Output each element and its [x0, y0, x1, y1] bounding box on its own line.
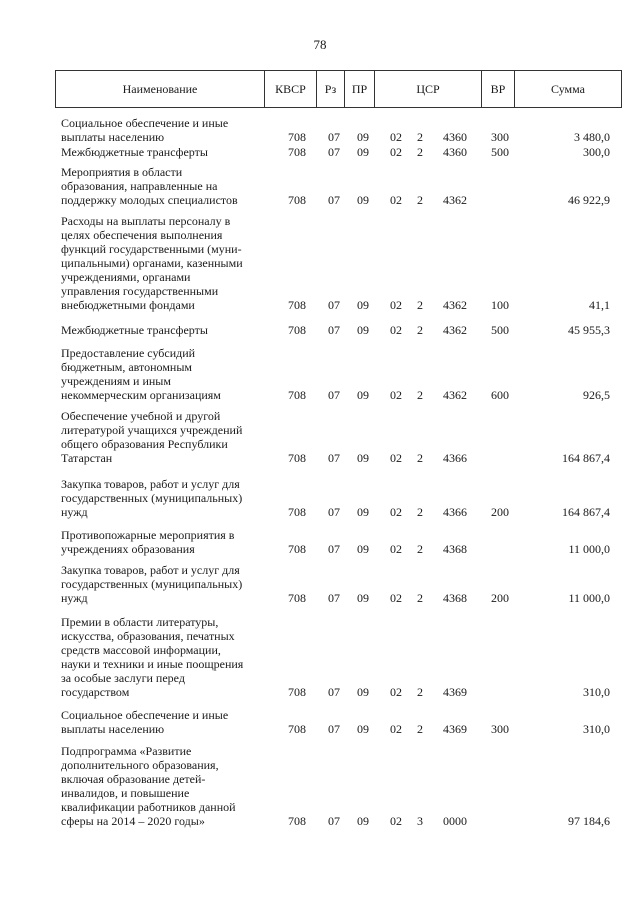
row-csr-program: 02 [390, 130, 402, 144]
row-kvsr: 708 [288, 685, 306, 699]
row-csr-program: 02 [390, 722, 402, 736]
row-name: Закупка товаров, работ и услуг для государственных (муниципальных) нужд [61, 477, 243, 519]
table-row [0, 323, 640, 337]
table-row [0, 615, 640, 699]
row-csr-program: 02 [390, 542, 402, 556]
row-sum: 11 000,0 [568, 591, 610, 605]
row-rz: 07 [328, 193, 340, 207]
table-row [0, 409, 640, 465]
row-csr-program: 02 [390, 814, 402, 828]
row-kvsr: 708 [288, 722, 306, 736]
row-csr-code: 4368 [443, 542, 467, 556]
row-csr-code: 0000 [443, 814, 467, 828]
row-pr: 09 [357, 722, 369, 736]
row-name: Мероприятия в области образования, направленные на поддержку молодых специалистов [61, 165, 238, 207]
row-vr: 300 [491, 130, 509, 144]
row-vr: 500 [491, 323, 509, 337]
table-row [0, 708, 640, 736]
row-kvsr: 708 [288, 145, 306, 159]
row-name: Социальное обеспечение и иные выплаты населению [61, 116, 229, 144]
row-pr: 09 [357, 451, 369, 465]
row-csr-code: 4362 [443, 298, 467, 312]
row-pr: 09 [357, 323, 369, 337]
row-csr-subprogram: 2 [417, 591, 423, 605]
row-name: Закупка товаров, работ и услуг для государственных (муниципальных) нужд [61, 563, 243, 605]
row-pr: 09 [357, 298, 369, 312]
row-kvsr: 708 [288, 451, 306, 465]
row-csr-code: 4362 [443, 323, 467, 337]
row-csr-subprogram: 2 [417, 145, 423, 159]
row-rz: 07 [328, 130, 340, 144]
row-csr-subprogram: 3 [417, 814, 423, 828]
row-kvsr: 708 [288, 388, 306, 402]
row-csr-subprogram: 2 [417, 685, 423, 699]
row-sum: 46 922,9 [568, 193, 610, 207]
row-rz: 07 [328, 814, 340, 828]
row-csr-subprogram: 2 [417, 388, 423, 402]
row-sum: 926,5 [583, 388, 610, 402]
row-csr-code: 4368 [443, 591, 467, 605]
row-kvsr: 708 [288, 130, 306, 144]
row-name: Обеспечение учебной и другой литературой учащихся учреждений общего образования Республики Татарстан [61, 409, 243, 465]
row-vr: 300 [491, 722, 509, 736]
row-sum: 97 184,6 [568, 814, 610, 828]
header-rz: Рз [317, 71, 345, 108]
row-csr-subprogram: 2 [417, 505, 423, 519]
row-csr-program: 02 [390, 591, 402, 605]
row-rz: 07 [328, 505, 340, 519]
header-vr: ВР [482, 71, 515, 108]
row-csr-code: 4362 [443, 388, 467, 402]
row-csr-subprogram: 2 [417, 193, 423, 207]
row-csr-program: 02 [390, 685, 402, 699]
row-rz: 07 [328, 298, 340, 312]
row-csr-program: 02 [390, 193, 402, 207]
row-csr-subprogram: 2 [417, 130, 423, 144]
row-csr-subprogram: 2 [417, 722, 423, 736]
row-csr-subprogram: 2 [417, 298, 423, 312]
row-csr-program: 02 [390, 388, 402, 402]
row-csr-code: 4360 [443, 130, 467, 144]
row-vr: 600 [491, 388, 509, 402]
table-row [0, 744, 640, 828]
row-sum: 310,0 [583, 685, 610, 699]
row-csr-program: 02 [390, 323, 402, 337]
row-pr: 09 [357, 145, 369, 159]
row-csr-code: 4362 [443, 193, 467, 207]
row-csr-subprogram: 2 [417, 542, 423, 556]
row-csr-program: 02 [390, 505, 402, 519]
row-pr: 09 [357, 193, 369, 207]
row-kvsr: 708 [288, 542, 306, 556]
row-sum: 164 867,4 [562, 505, 610, 519]
row-csr-code: 4366 [443, 451, 467, 465]
row-rz: 07 [328, 542, 340, 556]
row-vr: 200 [491, 591, 509, 605]
row-name: Межбюджетные трансферты [61, 145, 208, 159]
row-pr: 09 [357, 388, 369, 402]
row-csr-subprogram: 2 [417, 323, 423, 337]
row-name: Расходы на выплаты персоналу в целях обеспечения выполнения функций государственными (муни- ципальными) органами, казенными учреждениями, органами управления государственными внебюджетными фондами [61, 214, 243, 312]
page-number: 78 [313, 37, 327, 52]
row-csr-code: 4366 [443, 505, 467, 519]
table-row [0, 563, 640, 605]
row-rz: 07 [328, 145, 340, 159]
table-row [0, 145, 640, 159]
row-csr-code: 4360 [443, 145, 467, 159]
header-name: Наименование [56, 71, 265, 108]
row-kvsr: 708 [288, 591, 306, 605]
row-rz: 07 [328, 388, 340, 402]
row-pr: 09 [357, 505, 369, 519]
row-kvsr: 708 [288, 298, 306, 312]
table-row [0, 477, 640, 519]
row-sum: 3 480,0 [574, 130, 610, 144]
row-csr-program: 02 [390, 451, 402, 465]
row-rz: 07 [328, 451, 340, 465]
row-kvsr: 708 [288, 505, 306, 519]
row-name: Предоставление субсидий бюджетным, автономным учреждениям и иным некоммерческим организациям [61, 346, 221, 402]
row-kvsr: 708 [288, 323, 306, 337]
row-name: Межбюджетные трансферты [61, 323, 208, 337]
row-csr-program: 02 [390, 145, 402, 159]
row-pr: 09 [357, 591, 369, 605]
row-sum: 300,0 [583, 145, 610, 159]
row-sum: 164 867,4 [562, 451, 610, 465]
header-pr: ПР [345, 71, 375, 108]
row-pr: 09 [357, 685, 369, 699]
row-name: Социальное обеспечение и иные выплаты населению [61, 708, 229, 736]
row-csr-code: 4369 [443, 722, 467, 736]
row-name: Подпрограмма «Развитие дополнительного образования, включая образование детей- инвалидов, и повышение квалификации работников данной сферы на 2014 – 2020 годы» [61, 744, 236, 828]
row-rz: 07 [328, 323, 340, 337]
table-row [0, 346, 640, 402]
row-rz: 07 [328, 722, 340, 736]
row-sum: 41,1 [589, 298, 610, 312]
row-pr: 09 [357, 542, 369, 556]
table-row [0, 116, 640, 144]
header-kvsr: КВСР [265, 71, 317, 108]
header-csr: ЦСР [375, 71, 482, 108]
row-vr: 100 [491, 298, 509, 312]
table-row [0, 214, 640, 312]
row-csr-subprogram: 2 [417, 451, 423, 465]
table-row [0, 165, 640, 207]
row-name: Премии в области литературы, искусства, образования, печатных средств массовой информации, науки и техники и иные поощрения за особые заслуги перед государством [61, 615, 244, 699]
row-sum: 11 000,0 [568, 542, 610, 556]
row-vr: 500 [491, 145, 509, 159]
row-kvsr: 708 [288, 814, 306, 828]
row-name: Противопожарные мероприятия в учреждениях образования [61, 528, 235, 556]
row-csr-program: 02 [390, 298, 402, 312]
row-kvsr: 708 [288, 193, 306, 207]
header-sum: Сумма [515, 71, 622, 108]
row-csr-code: 4369 [443, 685, 467, 699]
row-sum: 310,0 [583, 722, 610, 736]
table-row [0, 528, 640, 556]
row-rz: 07 [328, 685, 340, 699]
row-vr: 200 [491, 505, 509, 519]
row-pr: 09 [357, 814, 369, 828]
row-sum: 45 955,3 [568, 323, 610, 337]
row-pr: 09 [357, 130, 369, 144]
row-rz: 07 [328, 591, 340, 605]
